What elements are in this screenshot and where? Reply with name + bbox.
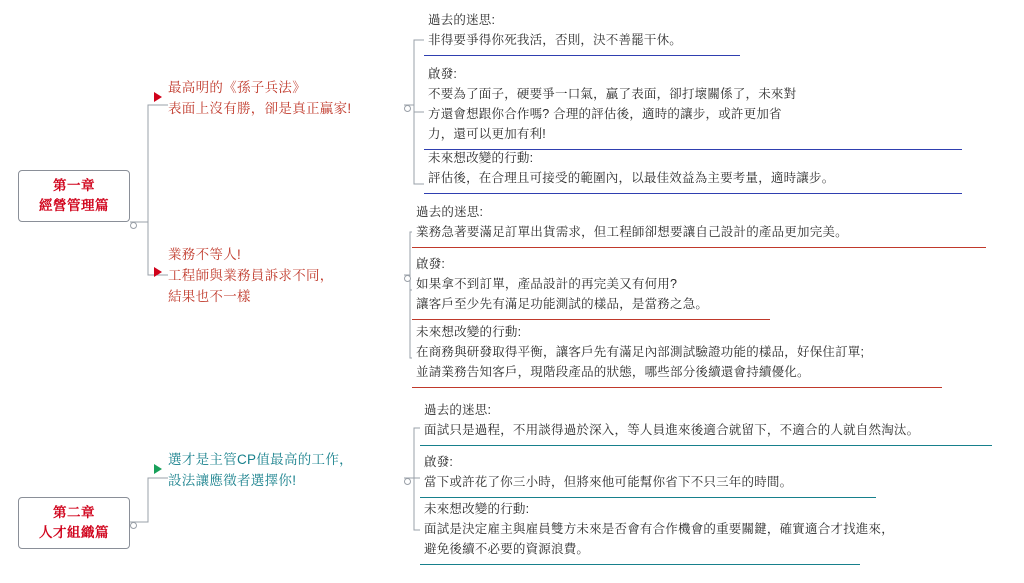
- detail-node-3-action[interactable]: [420, 497, 894, 565]
- detail-3-body-line1: 評估後，在合理且可接受的範圍內，以最佳效益為主要考量，適時讓步。: [428, 171, 835, 185]
- topic-2-line3: 結果也不一樣: [168, 288, 251, 304]
- detail-node-2-action[interactable]: [412, 320, 942, 388]
- detail-6-head: 未來想改變的行動:: [416, 325, 522, 339]
- chapter-1-line2: 經營管理篇: [39, 197, 109, 213]
- topic-3-line2: 設法讓應徵者選擇你!: [168, 472, 297, 488]
- detail-node-2-myth[interactable]: [412, 200, 986, 248]
- topic-2-line1: 業務不等人!: [168, 247, 242, 262]
- chapter-node-2[interactable]: [18, 497, 130, 549]
- detail-9-body-line2: 避免後續不必要的資源浪費。: [424, 542, 590, 556]
- topic-node-sales[interactable]: [168, 245, 334, 308]
- detail-9-head: 未來想改變的行動:: [424, 502, 530, 516]
- detail-node-1-action[interactable]: [424, 146, 962, 194]
- topic-node-sunzi[interactable]: [168, 78, 351, 120]
- chapter-1-line1: 第一章: [53, 178, 95, 193]
- branch-dot: [404, 105, 411, 112]
- chapter-node-1[interactable]: [18, 170, 130, 222]
- branch-dot: [130, 522, 137, 529]
- triangle-bullet-icon: [154, 464, 162, 474]
- triangle-bullet-icon: [154, 267, 162, 277]
- chapter-2-line1: 第二章: [53, 505, 95, 520]
- branch-dot: [404, 275, 411, 282]
- detail-5-head: 啟發:: [416, 257, 446, 271]
- topic-2-line2: 工程師與業務員訴求不同，: [168, 267, 334, 283]
- topic-node-hiring[interactable]: [168, 450, 353, 492]
- branch-dot: [130, 222, 137, 229]
- detail-1-body-line1: 非得要爭得你死我活，否則，決不善罷干休。: [428, 33, 683, 47]
- topic-1-line2: 表面上沒有勝，卻是真正贏家!: [168, 100, 352, 116]
- topic-1-line1: 最高明的《孫子兵法》: [168, 80, 306, 95]
- detail-9-body-line1: 面試是決定雇主與雇員雙方未來是否會有合作機會的重要關鍵，確實適合才找進來，: [424, 522, 894, 536]
- detail-node-2-insight[interactable]: [412, 252, 770, 320]
- detail-1-head: 過去的迷思:: [428, 13, 496, 27]
- detail-7-body-line1: 面試只是過程，不用談得過於深入，等人員進來後適合就留下，不適合的人就自然淘汰。: [424, 423, 920, 437]
- detail-8-body-line1: 當下或許花了你三小時，但將來他可能幫你省下不只三年的時間。: [424, 475, 793, 489]
- detail-6-body-line2: 並請業務告知客戶，現階段產品的狀態，哪些部分後續還會持續優化。: [416, 365, 810, 379]
- triangle-bullet-icon: [154, 92, 162, 102]
- detail-4-head: 過去的迷思:: [416, 205, 484, 219]
- detail-6-body-line1: 在商務與研發取得平衡，讓客戶先有滿足內部測試驗證功能的樣品，好保住訂單;: [416, 345, 865, 359]
- detail-8-head: 啟發:: [424, 455, 454, 469]
- detail-5-body-line2: 讓客戶至少先有滿足功能測試的樣品，是當務之急。: [416, 297, 709, 311]
- branch-dot: [404, 478, 411, 485]
- detail-node-1-insight[interactable]: [424, 62, 962, 150]
- detail-2-body-line3: 力，還可以更加有利!: [428, 127, 546, 141]
- detail-2-body-line2: 方還會想跟你合作嗎? 合理的評估後，適時的讓步，或許更加省: [428, 107, 782, 121]
- topic-3-line1: 選才是主管CP值最高的工作，: [168, 452, 353, 467]
- chapter-2-line2: 人才組織篇: [39, 524, 109, 540]
- detail-4-body-line1: 業務急著要滿足訂單出貨需求，但工程師卻想要讓自己設計的產品更加完美。: [416, 225, 848, 239]
- detail-node-1-myth[interactable]: [424, 8, 740, 56]
- detail-node-3-insight[interactable]: [420, 450, 876, 498]
- detail-5-body-line1: 如果拿不到訂單，產品設計的再完美又有何用?: [416, 277, 678, 291]
- detail-2-head: 啟發:: [428, 67, 458, 81]
- detail-7-head: 過去的迷思:: [424, 403, 492, 417]
- detail-3-head: 未來想改變的行動:: [428, 151, 534, 165]
- detail-2-body-line1: 不要為了面子，硬要爭一口氣，贏了表面，卻打壞關係了，未來對: [428, 87, 797, 101]
- detail-node-3-myth[interactable]: [420, 398, 992, 446]
